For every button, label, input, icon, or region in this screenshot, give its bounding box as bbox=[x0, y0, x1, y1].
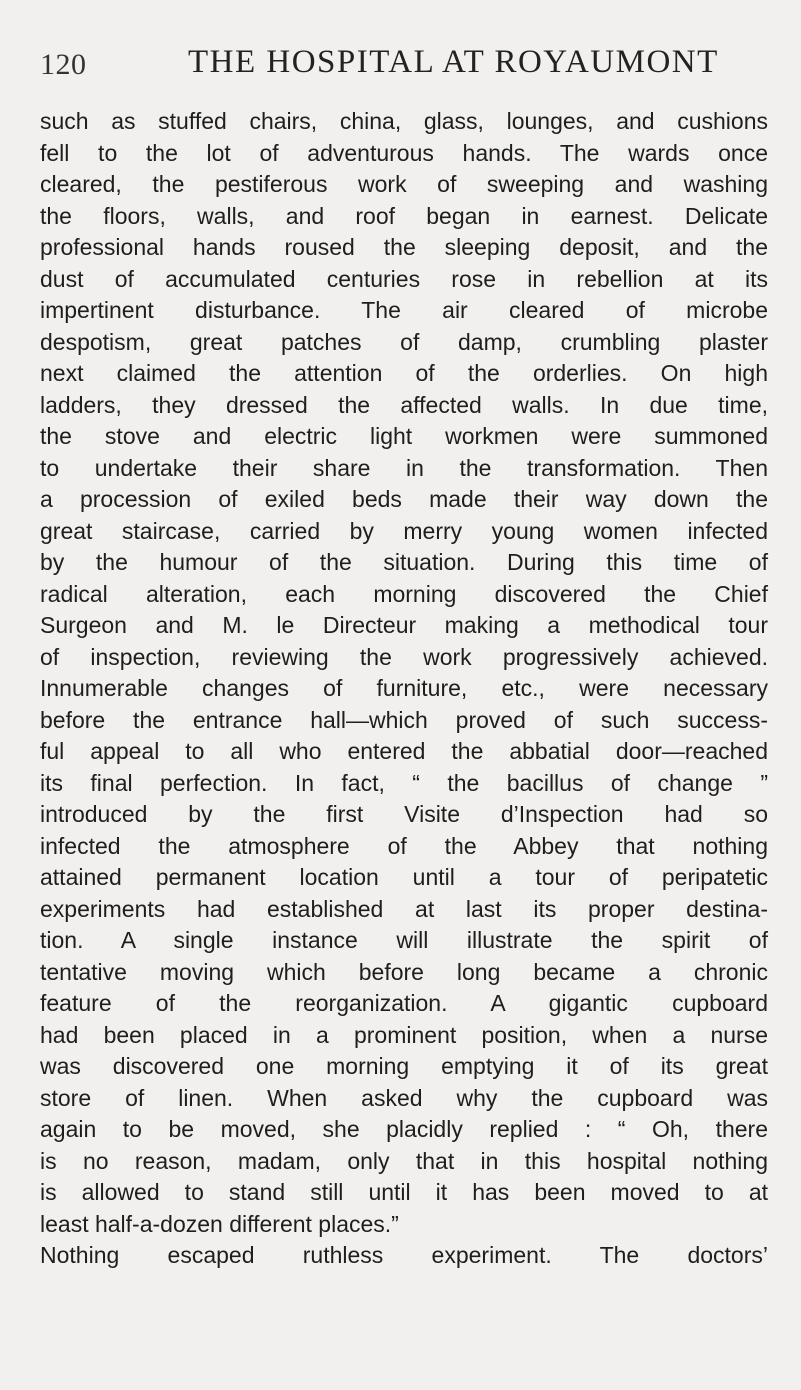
body-text bbox=[40, 106, 768, 1272]
text-line: despotism, great patches of damp, crumbling plaster bbox=[40, 328, 768, 355]
text-line: professional hands roused the sleeping deposit, and the bbox=[40, 234, 768, 260]
text-line: Nothing escaped ruthless experiment. The doctors’ bbox=[40, 1242, 768, 1268]
text-line: cleared, the pestiferous work of sweeping and washing bbox=[40, 171, 768, 197]
text-line: to undertake their share in the transformation. Then bbox=[40, 454, 768, 481]
text-line: dust of accumulated centuries rose in rebellion at its bbox=[40, 265, 768, 292]
text-line: next claimed the attention of the orderlies. On high bbox=[40, 360, 768, 386]
text-line: was discovered one morning emptying it of its great bbox=[40, 1053, 768, 1079]
text-line: had been placed in a prominent position, when a nurse bbox=[40, 1021, 768, 1048]
text-line: Surgeon and M. le Directeur making a methodical tour bbox=[40, 612, 768, 638]
text-line: a procession of exiled beds made their way down the bbox=[40, 486, 768, 512]
text-line: again to be moved, she placidly replied : “ Oh, there bbox=[40, 1116, 768, 1142]
text-line: experiments had established at last its proper destina- bbox=[40, 895, 768, 922]
text-line: the floors, walls, and roof began in earnest. Delicate bbox=[40, 202, 768, 229]
text-line: attained permanent location until a tour of peripatetic bbox=[40, 864, 768, 890]
text-line: is allowed to stand still until it has been moved to at bbox=[40, 1179, 768, 1205]
running-head: THE HOSPITAL AT ROYAUMONT bbox=[188, 44, 719, 80]
text-line: great staircase, carried by merry young women infected bbox=[40, 517, 768, 544]
text-line: its final perfection. In fact, “ the bacillus of change ” bbox=[40, 769, 768, 796]
page-header bbox=[40, 44, 760, 90]
text-line: store of linen. When asked why the cupboard was bbox=[40, 1084, 768, 1111]
text-line: of inspection, reviewing the work progressively achieved. bbox=[40, 643, 768, 670]
text-line: Innumerable changes of furniture, etc., were necessary bbox=[40, 675, 768, 701]
text-line: radical alteration, each morning discovered the Chief bbox=[40, 580, 768, 607]
text-line: by the humour of the situation. During this time of bbox=[40, 549, 768, 575]
text-line: least half-a-dozen different places.” bbox=[40, 1210, 399, 1237]
page-number: 120 bbox=[40, 48, 87, 81]
text-line: such as stuffed chairs, china, glass, lounges, and cushions bbox=[40, 108, 768, 134]
text-line: fell to the lot of adventurous hands. The wards once bbox=[40, 139, 768, 166]
text-line: feature of the reorganization. A gigantic cupboard bbox=[40, 990, 768, 1016]
text-line: tion. A single instance will illustrate the spirit of bbox=[40, 927, 768, 953]
text-line: ful appeal to all who entered the abbatial door—reached bbox=[40, 738, 768, 764]
text-line: tentative moving which before long became a chronic bbox=[40, 958, 768, 985]
text-line: infected the atmosphere of the Abbey that nothing bbox=[40, 832, 768, 859]
text-line: before the entrance hall—which proved of such success- bbox=[40, 706, 768, 733]
text-line: introduced by the first Visite d’Inspection had so bbox=[40, 801, 768, 827]
text-line: the stove and electric light workmen were summoned bbox=[40, 423, 768, 449]
text-line: ladders, they dressed the affected walls. In due time, bbox=[40, 391, 768, 418]
text-line: impertinent disturbance. The air cleared of microbe bbox=[40, 297, 768, 323]
text-line: is no reason, madam, only that in this hospital nothing bbox=[40, 1147, 768, 1174]
